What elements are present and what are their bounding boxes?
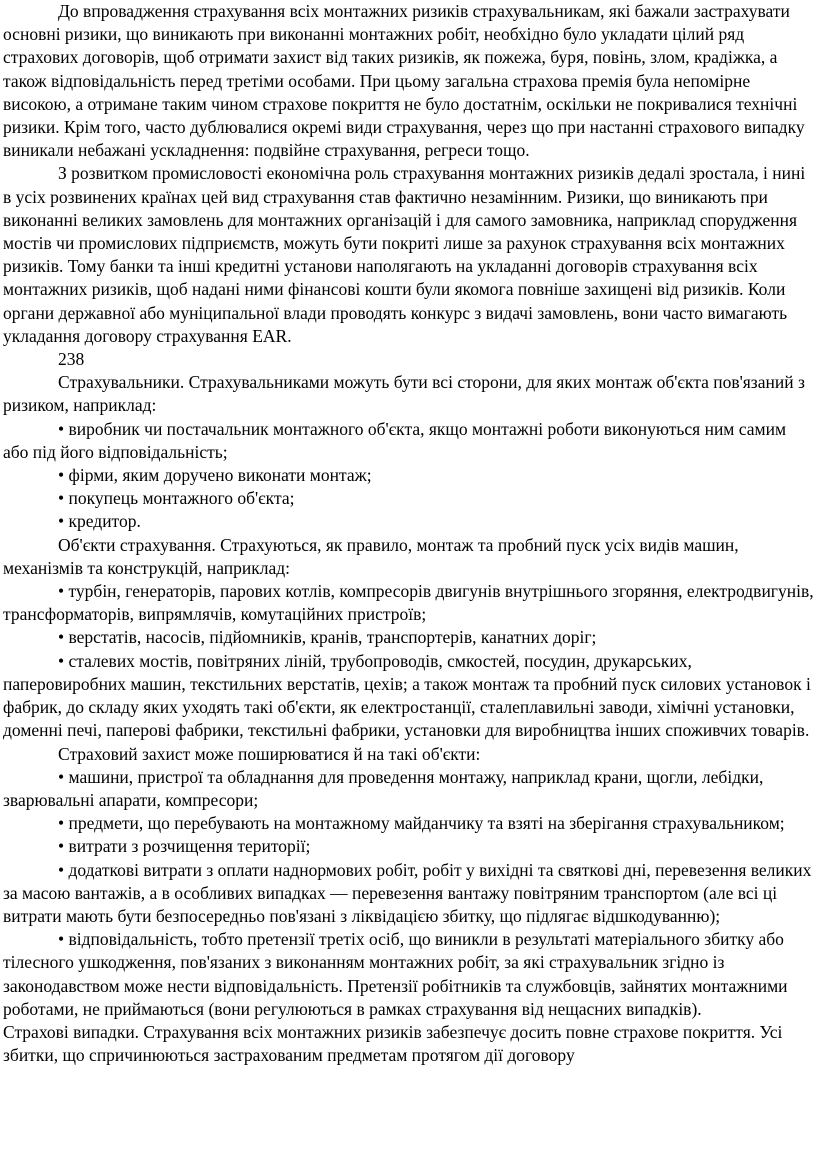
list-item-turbines: • турбін, генераторів, парових котлів, компресорів двигунів внутрішнього згоряння, електродвигунів, трансформаторів, випрямлячів, комутаційних пристроїв;	[3, 581, 814, 625]
paragraph-insurance-objects: Об'єкти страхування. Страхуються, як правило, монтаж та пробний пуск усіх видів машин, механізмів та конструкцій, наприклад:	[3, 534, 739, 578]
list-item-firms: • фірми, яким доручено виконати монтаж;	[58, 465, 372, 486]
page-number: 238	[58, 349, 85, 370]
list-item-stored-items: • предмети, що перебувають на монтажному майданчику та взяті на зберігання страхувальником;	[58, 813, 785, 834]
list-item-buyer: • покупець монтажного об'єкта;	[58, 488, 295, 509]
list-item-liability: • відповідальність, тобто претензії третіх осіб, що виникли в результаті матеріального збитку або тілесного ушкодження, пов'язаних з виконанням монтажних робіт, за які страхувальник згідно із законодавством може нести відповідальність. Претензії робітників та службовців, зайнятих монтажними роботами, не приймаються (вони регулюються в рамках страхування від нещасних випадків).	[3, 929, 788, 1019]
list-item-machine-tools: • верстатів, насосів, підйомників, кранів, транспортерів, канатних доріг;	[58, 627, 597, 648]
list-item-manufacturer: • виробник чи постачальник монтажного об'єкта, якщо монтажні роботи виконуються ним самим або під його відповідальність;	[3, 418, 787, 462]
list-item-extra-costs: • додаткові витрати з оплати наднормових робіт, робіт у вихідні та святкові дні, перевезення великих за масою вантажів, а в особливих випадках — перевезення вантажу повітряним транспортом (але всі ці витрати мають бути безпосередньо пов'язані з ліквідацією збитку, що підлягає відшкодуванню);	[3, 859, 812, 926]
paragraph-insurers: Страхувальники. Страхувальниками можуть бути всі сторони, для яких монтаж об'єкта пов'язаний з ризиком, наприклад:	[3, 372, 805, 416]
list-item-creditor: • кредитор.	[58, 511, 141, 532]
paragraph-intro: До впровадження страхування всіх монтажних ризиків страхувальникам, які бажали застрахувати основні ризики, що виникають при виконанні монтажних робіт, необхідно було укладати цілий ряд страхових договорів, щоб отримати захист від таких ризиків, як пожежа, буря, повінь, злом, крадіжка, а також відповідальність перед третіми особами. При цьому загальна страхова премія була непомірне високою, а отримане таким чином страхове покриття не було достатнім, оскільки не покривалися технічні ризики. Крім того, часто дублювалися окремі види страхування, через що при настанні страхового випадку виникали небажані ускладнення: подвійне страхування, регреси тощо.	[3, 1, 805, 161]
paragraph-extended-protection: Страховий захист може поширюватися й на такі об'єкти:	[58, 743, 481, 764]
paragraph-insured-events: Страхові випадки. Страхування всіх монтажних ризиків забезпечує досить повне страхове покриття. Усі збитки, що спричинюються застрахованим предметам протягом дії договору	[3, 1021, 783, 1066]
paragraph-economic-role: З розвитком промисловості економічна роль страхування монтажних ризиків дедалі зростала, і нині в усіх розвинених країнах цей вид страхування став фактично незамінним. Ризики, що виникають при виконанні великих замовлень для монтажних організацій і для самого замовника, наприклад спорудження мостів чи промислових підприємств, можуть бути покриті лише за рахунок страхування всіх монтажних ризиків. Тому банки та інші кредитні установи наполягають на укладанні договорів страхування всіх монтажних ризиків, щоб надані ними фінансові кошти були якомога повніше захищені від ризиків. Коли органи державної або муніципальної влади проводять конкурс з видачі замовлень, вони часто вимагають укладання договору страхування EAR.	[3, 163, 806, 346]
list-item-clearing-costs: • витрати з розчищення території;	[58, 836, 311, 857]
list-item-machinery: • машини, пристрої та обладнання для проведення монтажу, наприклад крани, щогли, лебідки, зварювальні апарати, компресори;	[3, 766, 764, 810]
list-item-steel-bridges: • сталевих мостів, повітряних ліній, трубопроводів, смкостей, посудин, друкарських, паперовиробних машин, текстильних верстатів, цехів; а також монтаж та пробний пуск силових установок і фабрик, до складу яких уходять такі об'єкти, як електростанції, сталеплавильні заводи, хімічні установки, доменні печі, паперові фабрики, текстильні фабрики, установки для виробництва інших споживчих товарів.	[3, 650, 811, 741]
